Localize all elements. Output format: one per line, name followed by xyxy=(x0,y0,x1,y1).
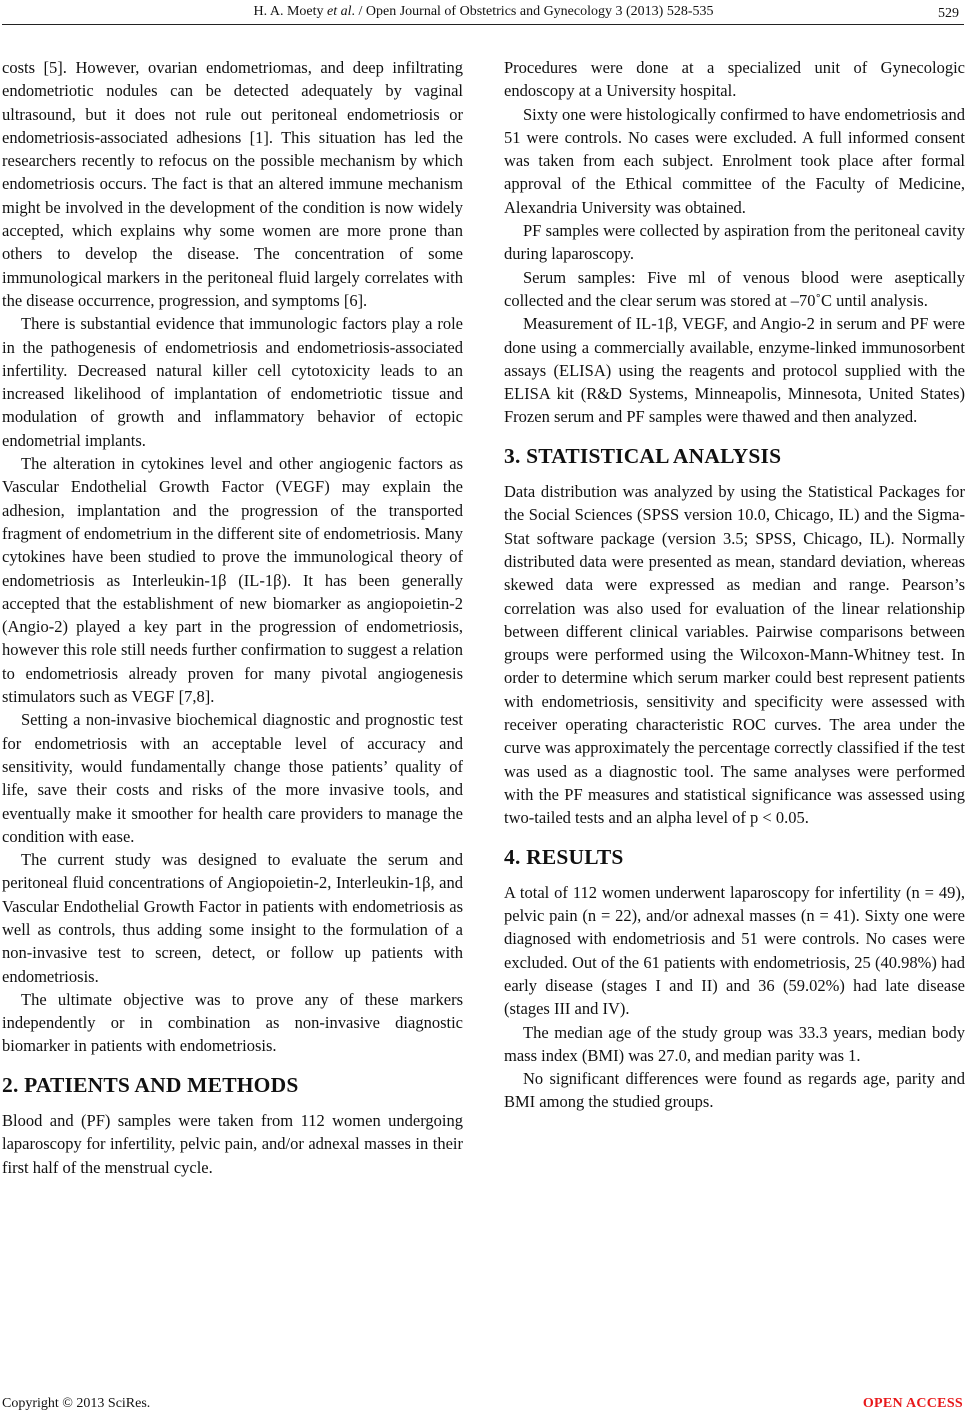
copyright-notice: Copyright © 2013 SciRes. xyxy=(2,1396,151,1411)
left-paragraph-1: costs [5]. However, ovarian endometriomas, and deep infiltrating endometriotic nodules can be detected adequately by vaginal ultrasound, but it does not rule out peritoneal endometriosis or endometriosis-associated adhesions [1]. This situation has led the researchers recently to refocus on the possible mechanism by which endometriosis occurs. The fact is that an altered immune mechanism might be involved in the development of the condition is now widely accepted, which explains why some women are more prone than others to develop the disease. The concentration of some immunological markers in the peritoneal fluid largely correlates with the disease occurrence, progression, and symptoms [6]. xyxy=(2,58,463,310)
right-paragraph-2: Sixty one were histologically confirmed to have endometriosis and 51 were controls. No cases were excluded. A full informed consent was taken from each subject. Enrolment took place after formal approval of the Ethical committee of the Faculty of Medicine, Alexandria University was obtained. xyxy=(504,104,965,217)
right-paragraph-5: Measurement of IL-1β, VEGF, and Angio-2 in serum and PF were done using a commercially available, enzyme-linked immunosorbent assays (ELISA) using the reagents and protocol supplied with the ELISA kit (R&D Systems, Minneapolis, Minnesota, United States) Frozen serum and PF samples were thawed and then analyzed. xyxy=(504,314,965,427)
left-paragraph-6: The ultimate objective was to prove any of these markers independently or in combination as non-invasive diagnostic biomarker in patients with endometriosis. xyxy=(2,989,463,1056)
left-paragraph-3: The alteration in cytokines level and other angiogenic factors as Vascular Endothelial Growth Factor (VEGF) may explain the adhesion, implantation and the progression of the transported fragment of endometrium in the different site of endometriosis. Many cytokines have been studied to prove the immunological theory of endometriosis as Interleukin-1β (IL-1β). It has been generally accepted that the establishment of new biomarker as angiopoietin-2 (Angio-2) played a key part in the progression of endometriosis, however this role still needs further confirmation to suggest a relation to endometriosis already proven for many pivotal angiogenesis stimulators such as VEGF [7,8]. xyxy=(2,454,463,707)
section-3-paragraph: Data distribution was analyzed by using the Statistical Packages for the Social Sciences (SPSS version 10.0, Chicago, IL) and the Sigma-Stat software package (version 3.5; SPSS, Chicago, IL). Normally distributed data were presented as mean, standard deviation, whereas skewed data were expressed as median and range. Pearson’s correlation was also used for evaluation of the linear relationship between different clinical variables. Pairwise comparisons between groups were performed using the Wilcoxon-Mann-Whitney test. In order to determine which serum marker could best represent patients with endometriosis, sensitivity and specificity were assessed with receiver operating characteristic ROC curves. The area under the curve was approximately the percentage correctly classified if the test was used as a diagnostic tool. The same analyses were performed with the PF measures and statistical significance was assessed using two-tailed tests and an alpha level of p < 0.05. xyxy=(504,482,965,828)
section-3-heading: 3. STATISTICAL ANALYSIS xyxy=(504,443,782,468)
left-column xyxy=(2,56,463,1179)
running-head-etal: et al xyxy=(327,4,352,19)
section-2-paragraph: Blood and (PF) samples were taken from 112 women undergoing laparoscopy for infertility, pelvic pain, and/or adnexal masses in their first half of the menstrual cycle. xyxy=(2,1111,463,1177)
right-paragraph-3: PF samples were collected by aspiration from the peritoneal cavity during laparoscopy. xyxy=(504,221,965,264)
section-4-paragraph-3: No significant differences were found as regards age, parity and BMI among the studied groups. xyxy=(504,1069,965,1112)
right-column xyxy=(504,56,965,1114)
left-paragraph-2: There is substantial evidence that immunologic factors play a role in the pathogenesis of endometriosis and endometriosis-associated infertility. Decreased natural killer cell cytotoxicity leads to an increased likelihood of implantation of endometriotic tissue and modulation of growth and inflammatory behavior of ectopic endometrial implants. xyxy=(2,314,463,450)
header-rule xyxy=(2,24,964,25)
section-4-heading: 4. RESULTS xyxy=(504,844,624,869)
open-access-label: OPEN ACCESS xyxy=(862,1396,963,1411)
section-4-paragraph-1: A total of 112 women underwent laparoscopy for infertility (n = 49), pelvic pain (n = 22), and/or adnexal masses (n = 41). Sixty one were diagnosed with endometriosis and 51 were controls. No cases were excluded. Out of the 61 patients with endometriosis, 25 (40.98%) had early disease (stages I and II) and 36 (59.02%) had late disease (stages III and IV). xyxy=(504,882,965,1019)
running-head-authors: H. A. Moety xyxy=(253,4,327,19)
section-2-heading: 2. PATIENTS AND METHODS xyxy=(2,1072,299,1097)
page-header xyxy=(0,4,967,26)
running-head xyxy=(0,4,967,20)
left-paragraph-4: Setting a non-invasive biochemical diagnostic and prognostic test for endometriosis with an acceptable level of accuracy and sensitivity, would fundamentally change those patients’ quality of life, save their costs and risks of the more invasive tools, and eventually make it smoother for health care providers to manage the condition with ease. xyxy=(2,710,463,846)
page-number: 529 xyxy=(938,6,959,21)
page-footer xyxy=(0,1396,967,1414)
right-paragraph-4: Serum samples: Five ml of venous blood were aseptically collected and the clear serum was stored at –70˚C until analysis. xyxy=(504,267,965,310)
running-head-journal: . / Open Journal of Obstetrics and Gynecology 3 (2013) 528-535 xyxy=(351,4,714,19)
right-paragraph-1: Procedures were done at a specialized unit of Gynecologic endoscopy at a University hospital. xyxy=(504,58,965,101)
section-4-paragraph-2: The median age of the study group was 33.3 years, median body mass index (BMI) was 27.0, and median parity was 1. xyxy=(504,1022,965,1065)
left-paragraph-5: The current study was designed to evaluate the serum and peritoneal fluid concentrations of Angiopoietin-2, Interleukin-1β, and Vascular Endothelial Growth Factor in patients with endometriosis as well as controls, thus adding some insight to the formulation of a non-invasive test to screen, detect, or follow up patients with endometriosis. xyxy=(2,850,463,986)
